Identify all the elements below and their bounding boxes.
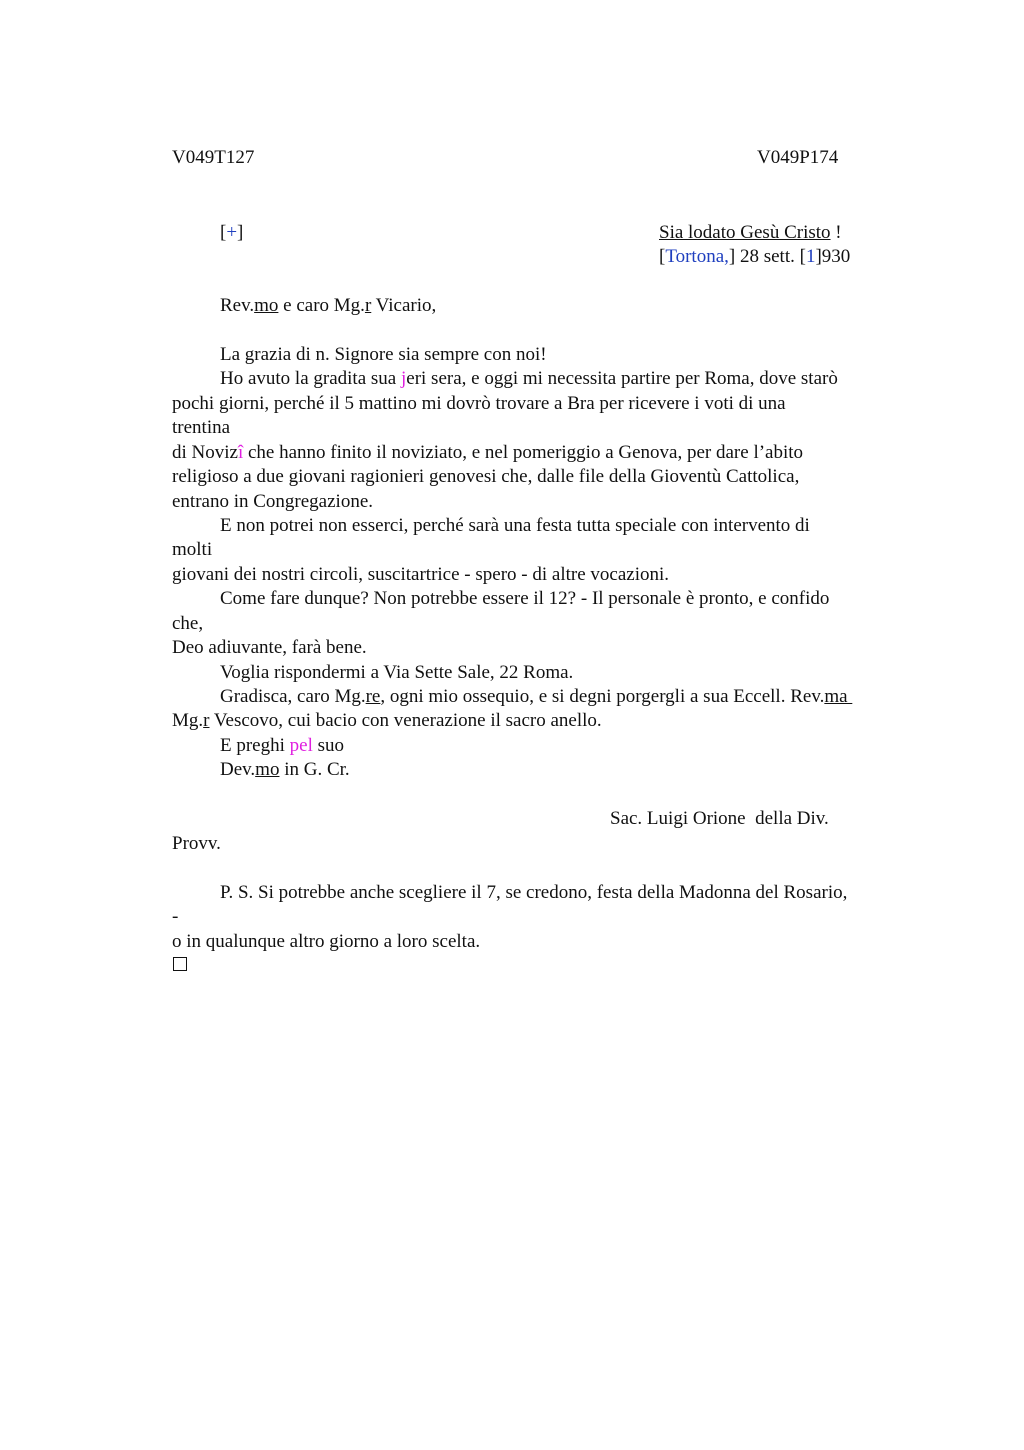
body-line: Come fare dunque? Non potrebbe essere il 12? - Il personale è pronto, e confido bbox=[220, 588, 830, 609]
body-line: trentina bbox=[172, 417, 231, 438]
date-line: [Tortona,] 28 sett. [1]930 bbox=[659, 246, 851, 267]
body-line: Mg.r Vescovo, cui bacio con venerazione il sacro anello. bbox=[172, 710, 602, 731]
postscript-line: - bbox=[172, 906, 179, 927]
signature: Sac. Luigi Orione della Div. bbox=[610, 808, 829, 829]
body-line: Voglia rispondermi a Via Sette Sale, 22 Roma. bbox=[220, 662, 574, 683]
doc-code-left: V049T127 bbox=[172, 147, 255, 168]
body-line: religioso a due giovani ragionieri genovesi che, dalle file della Gioventù Cattolica, bbox=[172, 466, 800, 487]
body-line: E preghi pel suo bbox=[220, 735, 345, 756]
end-square-icon bbox=[173, 957, 187, 971]
body-line: entrano in Congregazione. bbox=[172, 491, 374, 512]
praise-line: Sia lodato Gesù Cristo ! bbox=[659, 222, 842, 243]
body-line: molti bbox=[172, 539, 213, 560]
body-line: che, bbox=[172, 613, 204, 634]
body-line: pochi giorni, perché il 5 mattino mi dovrò trovare a Bra per ricevere i voti di una bbox=[172, 393, 786, 414]
closing-line: Dev.mo in G. Cr. bbox=[220, 759, 350, 780]
salutation: Rev.mo e caro Mg.r Vicario, bbox=[220, 295, 437, 316]
body-line: La grazia di n. Signore sia sempre con noi! bbox=[220, 344, 547, 365]
postscript-line: o in qualunque altro giorno a loro scelta. bbox=[172, 931, 481, 952]
postscript-line: P. S. Si potrebbe anche scegliere il 7, se credono, festa della Madonna del Rosario, bbox=[220, 882, 848, 903]
signature-cont: Provv. bbox=[172, 833, 221, 854]
doc-code-right: V049P174 bbox=[757, 147, 839, 168]
body-line: giovani dei nostri circoli, suscitartrice - spero - di altre vocazioni. bbox=[172, 564, 669, 585]
body-line: di Novizî che hanno finito il noviziato, e nel pomeriggio a Genova, per dare l’abito bbox=[172, 442, 804, 463]
body-line: Deo adiuvante, farà bene. bbox=[172, 637, 367, 658]
body-line: Ho avuto la gradita sua jeri sera, e oggi mi necessita partire per Roma, dove starò bbox=[220, 368, 838, 389]
body-line: Gradisca, caro Mg.re, ogni mio ossequio, e si degni porgergli a sua Eccell. Rev.ma bbox=[220, 686, 853, 707]
body-line: E non potrei non esserci, perché sarà una festa tutta speciale con intervento di bbox=[220, 515, 810, 536]
cross-mark: [+] bbox=[220, 222, 244, 243]
